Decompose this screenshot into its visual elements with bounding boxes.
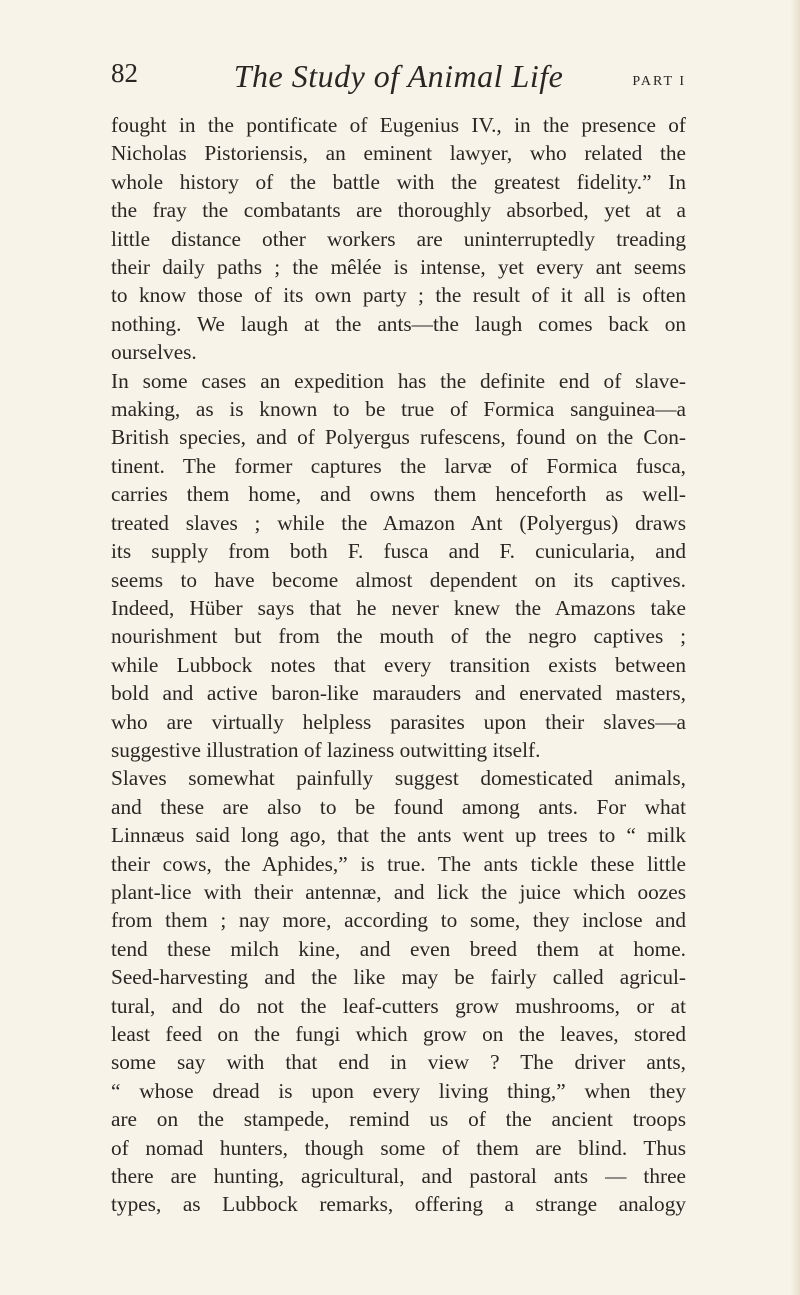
part-label: PART I <box>632 74 686 89</box>
text-line: carries them home, and owns them henceforth as well- <box>111 482 686 507</box>
text-line: and these are also to be found among ants. For what <box>111 794 686 819</box>
text-line: who are virtually helpless parasites upon their slaves—a <box>111 709 686 734</box>
text-line: treated slaves ; while the Amazon Ant (Polyergus) draws <box>111 510 686 535</box>
paragraph-start-line: Slaves somewhat painfully suggest domesticated animals, <box>111 766 686 791</box>
text-line: Linnæus said long ago, that the ants went up trees to “ milk <box>111 823 686 848</box>
paragraph-start-line: In some cases an expedition has the definite end of slave- <box>111 368 686 393</box>
text-line: tend these milch kine, and even breed them at home. <box>111 936 686 961</box>
page-edge-shadow <box>790 0 800 1295</box>
text-line: types, as Lubbock remarks, offering a strange analogy <box>111 1192 686 1217</box>
text-line: their cows, the Aphides,” is true. The ants tickle these little <box>111 851 686 876</box>
running-title: The Study of Animal Life <box>233 58 564 94</box>
body-text <box>111 111 686 1219</box>
text-line: British species, and of Polyergus rufescens, found on the Con- <box>111 425 686 450</box>
text-line: Indeed, Hüber says that he never knew the Amazons take <box>111 595 686 620</box>
text-line: fought in the pontificate of Eugenius IV., in the presence of <box>111 113 686 137</box>
text-line: there are hunting, agricultural, and pastoral ants — three <box>111 1164 686 1189</box>
text-line: plant-lice with their antennæ, and lick the juice which oozes <box>111 879 686 904</box>
text-line: are on the stampede, remind us of the ancient troops <box>111 1107 686 1132</box>
running-header <box>111 58 686 98</box>
text-line: nourishment but from the mouth of the negro captives ; <box>111 624 686 649</box>
text-line: from them ; nay more, according to some, they inclose and <box>111 908 686 933</box>
text-line: ourselves. <box>111 340 197 365</box>
text-line: Nicholas Pistoriensis, an eminent lawyer, who related the <box>111 141 686 166</box>
text-line: some say with that end in view ? The driver ants, <box>111 1050 686 1075</box>
text-line: little distance other workers are uninterruptedly treading <box>111 226 686 251</box>
text-line: Seed-harvesting and the like may be fairly called agricul- <box>111 965 686 990</box>
text-line: nothing. We laugh at the ants—the laugh comes back on <box>111 311 686 336</box>
text-line: tinent. The former captures the larvæ of Formica fusca, <box>111 453 686 478</box>
text-line: while Lubbock notes that every transition exists between <box>111 652 686 677</box>
text-line: of nomad hunters, though some of them are blind. Thus <box>111 1135 686 1160</box>
text-line: least feed on the fungi which grow on the leaves, stored <box>111 1022 686 1046</box>
text-line: its supply from both F. fusca and F. cunicularia, and <box>111 539 686 564</box>
text-line: the fray the combatants are thoroughly absorbed, yet at a <box>111 198 686 223</box>
text-line: making, as is known to be true of Formica sanguinea—a <box>111 397 686 422</box>
text-line: to know those of its own party ; the result of it all is often <box>111 283 686 308</box>
text-line: suggestive illustration of laziness outwitting itself. <box>111 737 541 762</box>
text-line: their daily paths ; the mêlée is intense, yet every ant seems <box>111 255 686 280</box>
text-line: “ whose dread is upon every living thing,” when they <box>111 1078 686 1103</box>
text-line: tural, and do not the leaf-cutters grow mushrooms, or at <box>111 993 686 1018</box>
page-number: 82 <box>111 58 138 88</box>
text-line: whole history of the battle with the greatest fidelity.” In <box>111 169 686 194</box>
text-line: bold and active baron-like marauders and enervated masters, <box>111 681 686 706</box>
text-line: seems to have become almost dependent on its captives. <box>111 567 686 592</box>
